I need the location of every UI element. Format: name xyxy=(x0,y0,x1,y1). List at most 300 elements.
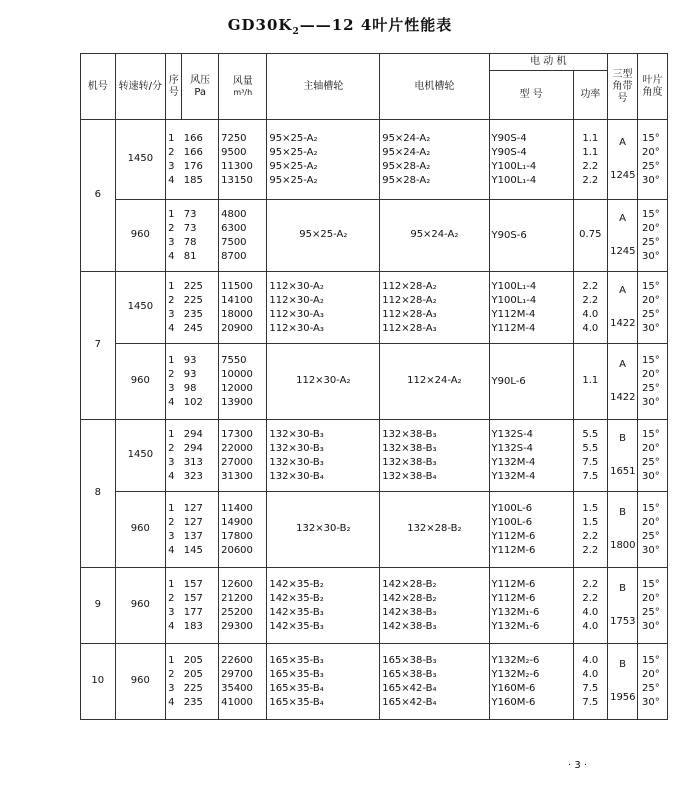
main-pulley-cell-value: 95×25-A₂ xyxy=(269,174,318,186)
blade-angle-cell-value: 30° xyxy=(642,396,660,408)
motor-type-cell-value: Y100L₁-4 xyxy=(491,294,537,306)
flow-cell xyxy=(219,644,267,720)
motor-pulley-cell xyxy=(380,200,489,272)
motor-pulley-cell-value: 95×24-A₂ xyxy=(382,132,431,144)
seq-cell-value: 3 xyxy=(168,308,175,320)
motor-power-cell-value: 0.75 xyxy=(579,229,602,241)
motor-type-cell-value: Y132M₁-6 xyxy=(491,606,540,618)
blade-angle-cell-value: 20° xyxy=(642,516,660,528)
flow-cell xyxy=(219,120,267,200)
motor-power-cell xyxy=(573,568,608,644)
belt-type: B xyxy=(619,583,626,595)
motor-pulley-cell-value: 142×28-B₂ xyxy=(382,592,437,604)
motor-type-cell-value: Y112M-4 xyxy=(491,308,536,320)
flow-cell-value: 14100 xyxy=(221,294,253,306)
flow-cell-value: 17800 xyxy=(221,530,253,542)
pressure-cell-value: 245 xyxy=(183,322,203,334)
header-flow: 风量 m³/h xyxy=(219,54,267,120)
seq-cell-value: 2 xyxy=(168,668,175,680)
motor-type-cell xyxy=(489,568,573,644)
main-pulley-cell-value: 132×30-B₃ xyxy=(269,442,324,454)
table-row xyxy=(81,120,668,200)
motor-power-cell-value: 1.5 xyxy=(582,502,599,514)
header-motor-type: 型 号 xyxy=(489,71,573,120)
pressure-cell xyxy=(182,644,219,720)
pressure-cell xyxy=(182,492,219,568)
motor-type-cell-value: Y90S-4 xyxy=(491,146,527,158)
motor-power-cell-value: 2.2 xyxy=(582,544,599,556)
blade-angle-cell-value: 30° xyxy=(642,544,660,556)
belt-length: 1422 xyxy=(610,317,636,329)
motor-power-cell xyxy=(573,644,608,720)
pressure-cell-value: 73 xyxy=(183,222,197,234)
motor-type-cell-value: Y90S-4 xyxy=(491,132,527,144)
speed-cell: 1450 xyxy=(115,420,166,492)
belt-length: 1245 xyxy=(610,245,636,257)
table-row xyxy=(81,344,668,420)
seq-cell-value: 2 xyxy=(168,442,175,454)
header-blade-angle: 叶片角度 xyxy=(638,54,668,120)
main-pulley-cell-value: 112×30-A₃ xyxy=(269,308,324,320)
motor-power-cell-value: 2.2 xyxy=(582,530,599,542)
blade-angle-cell-value: 25° xyxy=(642,236,660,248)
flow-cell-value: 14900 xyxy=(221,516,253,528)
flow-cell-value: 29300 xyxy=(221,620,253,632)
flow-cell-value: 7250 xyxy=(221,132,247,144)
pressure-cell-value: 235 xyxy=(183,696,203,708)
motor-pulley-cell xyxy=(380,568,489,644)
pressure-cell-value: 93 xyxy=(183,354,197,366)
blade-angle-cell-value: 15° xyxy=(642,578,660,590)
motor-type-cell-value: Y132S-4 xyxy=(491,442,534,454)
model-cell: 10 xyxy=(81,644,116,720)
pressure-cell-value: 157 xyxy=(183,578,203,590)
pressure-cell-value: 225 xyxy=(183,682,203,694)
pressure-cell-value: 235 xyxy=(183,308,203,320)
motor-type-cell-value: Y160M-6 xyxy=(491,682,536,694)
main-pulley-cell-value: 142×35-B₂ xyxy=(269,578,324,590)
header-seq: 序号 xyxy=(166,54,182,120)
motor-type-cell xyxy=(489,344,573,420)
pressure-cell-value: 205 xyxy=(183,654,203,666)
pressure-cell-value: 177 xyxy=(183,606,203,618)
blade-angle-cell xyxy=(638,492,668,568)
blade-angle-cell-value: 25° xyxy=(642,606,660,618)
main-pulley-cell-value: 112×30-A₂ xyxy=(296,375,351,387)
main-pulley-cell-value: 142×35-B₂ xyxy=(269,592,324,604)
motor-power-cell-value: 1.1 xyxy=(582,375,599,387)
belt-cell xyxy=(608,420,638,492)
motor-type-cell-value: Y90S-6 xyxy=(491,229,527,241)
main-pulley-cell-value: 132×30-B₃ xyxy=(269,456,324,468)
motor-pulley-cell-value: 165×42-B₄ xyxy=(382,696,437,708)
speed-cell: 960 xyxy=(115,492,166,568)
pressure-cell-value: 225 xyxy=(183,294,203,306)
flow-cell-value: 13150 xyxy=(221,174,253,186)
seq-cell-value: 3 xyxy=(168,160,175,172)
motor-type-cell-value: Y100L₁-4 xyxy=(491,280,537,292)
motor-pulley-cell xyxy=(380,644,489,720)
pressure-cell-value: 98 xyxy=(183,382,197,394)
seq-cell xyxy=(166,120,182,200)
flow-cell-value: 8700 xyxy=(221,250,247,262)
flow-cell-value: 29700 xyxy=(221,668,253,680)
header-motor-pulley: 电机槽轮 xyxy=(380,54,489,120)
flow-cell-value: 25200 xyxy=(221,606,253,618)
flow-cell-value: 21200 xyxy=(221,592,253,604)
seq-cell-value: 4 xyxy=(168,696,175,708)
blade-angle-cell-value: 30° xyxy=(642,322,660,334)
performance-table xyxy=(80,53,668,720)
blade-angle-cell xyxy=(638,272,668,344)
seq-cell-value: 2 xyxy=(168,516,175,528)
motor-power-cell-value: 7.5 xyxy=(582,696,599,708)
header-belt: 三型角带号 xyxy=(608,54,638,120)
flow-cell xyxy=(219,492,267,568)
model-cell: 6 xyxy=(81,120,116,272)
flow-cell-value: 41000 xyxy=(221,696,253,708)
motor-type-cell-value: Y100L-6 xyxy=(491,502,533,514)
belt-cell xyxy=(608,200,638,272)
main-pulley-cell-value: 132×30-B₂ xyxy=(296,523,351,535)
motor-power-cell-value: 4.0 xyxy=(582,606,599,618)
belt-type: A xyxy=(619,213,626,225)
motor-pulley-cell-value: 112×24-A₂ xyxy=(407,375,462,387)
pressure-cell-value: 145 xyxy=(183,544,203,556)
motor-type-cell-value: Y132M-4 xyxy=(491,456,536,468)
seq-cell xyxy=(166,492,182,568)
pressure-cell-value: 294 xyxy=(183,428,203,440)
motor-power-cell-value: 4.0 xyxy=(582,654,599,666)
model-cell: 9 xyxy=(81,568,116,644)
seq-cell-value: 4 xyxy=(168,396,175,408)
motor-pulley-cell xyxy=(380,492,489,568)
blade-angle-cell-value: 25° xyxy=(642,530,660,542)
motor-power-cell xyxy=(573,420,608,492)
motor-pulley-cell-value: 95×28-A₂ xyxy=(382,174,431,186)
pressure-cell xyxy=(182,344,219,420)
table-row xyxy=(81,272,668,344)
belt-cell xyxy=(608,492,638,568)
flow-cell-value: 7550 xyxy=(221,354,247,366)
belt-cell xyxy=(608,272,638,344)
pressure-cell-value: 78 xyxy=(183,236,197,248)
belt-length: 1956 xyxy=(610,691,636,703)
belt-length: 1422 xyxy=(610,391,636,403)
flow-cell-value: 4800 xyxy=(221,208,247,220)
flow-cell-value: 11400 xyxy=(221,502,253,514)
motor-type-cell xyxy=(489,272,573,344)
seq-cell-value: 1 xyxy=(168,280,175,292)
pressure-cell-value: 102 xyxy=(183,396,203,408)
motor-pulley-cell-value: 132×38-B₃ xyxy=(382,428,437,440)
blade-angle-cell-value: 30° xyxy=(642,696,660,708)
blade-angle-cell-value: 25° xyxy=(642,382,660,394)
belt-cell xyxy=(608,344,638,420)
blade-angle-cell-value: 25° xyxy=(642,456,660,468)
pressure-cell-value: 313 xyxy=(183,456,203,468)
belt-type: B xyxy=(619,659,626,671)
flow-cell-value: 27000 xyxy=(221,456,253,468)
motor-power-cell-value: 7.5 xyxy=(582,456,599,468)
motor-pulley-cell-value: 165×42-B₄ xyxy=(382,682,437,694)
motor-type-cell-value: Y132M₁-6 xyxy=(491,620,540,632)
main-pulley-cell-value: 112×30-A₂ xyxy=(269,294,324,306)
page-number: · 3 · xyxy=(568,760,588,771)
main-pulley-cell-value: 165×35-B₃ xyxy=(269,668,324,680)
motor-pulley-cell-value: 132×38-B₃ xyxy=(382,442,437,454)
speed-cell: 960 xyxy=(115,644,166,720)
motor-power-cell-value: 4.0 xyxy=(582,322,599,334)
seq-cell-value: 2 xyxy=(168,146,175,158)
motor-pulley-cell-value: 112×28-A₃ xyxy=(382,308,437,320)
blade-angle-cell-value: 30° xyxy=(642,174,660,186)
seq-cell-value: 4 xyxy=(168,174,175,186)
motor-power-cell-value: 2.2 xyxy=(582,592,599,604)
motor-power-cell-value: 4.0 xyxy=(582,308,599,320)
seq-cell-value: 4 xyxy=(168,322,175,334)
flow-cell-value: 22000 xyxy=(221,442,253,454)
pressure-cell-value: 127 xyxy=(183,516,203,528)
seq-cell-value: 4 xyxy=(168,544,175,556)
blade-angle-cell-value: 30° xyxy=(642,620,660,632)
seq-cell-value: 1 xyxy=(168,354,175,366)
motor-power-cell-value: 2.2 xyxy=(582,160,599,172)
table-row xyxy=(81,644,668,720)
seq-cell-value: 3 xyxy=(168,456,175,468)
seq-cell-value: 2 xyxy=(168,222,175,234)
belt-cell xyxy=(608,644,638,720)
motor-power-cell-value: 5.5 xyxy=(582,442,599,454)
motor-pulley-cell-value: 112×28-A₂ xyxy=(382,294,437,306)
flow-cell-value: 11500 xyxy=(221,280,253,292)
motor-pulley-cell xyxy=(380,420,489,492)
main-pulley-cell xyxy=(267,120,380,200)
belt-cell xyxy=(608,568,638,644)
flow-cell xyxy=(219,568,267,644)
header-speed: 转速转/分 xyxy=(115,54,166,120)
belt-cell xyxy=(608,120,638,200)
motor-power-cell-value: 2.2 xyxy=(582,280,599,292)
motor-power-cell-value: 4.0 xyxy=(582,668,599,680)
motor-power-cell-value: 2.2 xyxy=(582,294,599,306)
blade-angle-cell-value: 20° xyxy=(642,146,660,158)
pressure-cell-value: 185 xyxy=(183,174,203,186)
flow-cell xyxy=(219,272,267,344)
motor-type-cell-value: Y100L-6 xyxy=(491,516,533,528)
model-cell: 7 xyxy=(81,272,116,420)
motor-pulley-cell-value: 165×38-B₃ xyxy=(382,668,437,680)
main-pulley-cell-value: 142×35-B₃ xyxy=(269,620,324,632)
motor-type-cell-value: Y132M-4 xyxy=(491,470,536,482)
blade-angle-cell xyxy=(638,644,668,720)
motor-power-cell xyxy=(573,120,608,200)
blade-angle-cell-value: 25° xyxy=(642,682,660,694)
seq-cell-value: 3 xyxy=(168,606,175,618)
main-pulley-cell-value: 132×30-B₄ xyxy=(269,470,324,482)
blade-angle-cell-value: 15° xyxy=(642,502,660,514)
flow-cell-value: 9500 xyxy=(221,146,247,158)
model-cell: 8 xyxy=(81,420,116,568)
pressure-cell xyxy=(182,420,219,492)
blade-angle-cell-value: 20° xyxy=(642,668,660,680)
main-pulley-cell-value: 165×35-B₄ xyxy=(269,696,324,708)
motor-pulley-cell-value: 95×24-A₂ xyxy=(382,146,431,158)
table-body xyxy=(81,120,668,720)
motor-type-cell-value: Y132M₂-6 xyxy=(491,668,540,680)
motor-type-cell xyxy=(489,200,573,272)
main-pulley-cell-value: 165×35-B₄ xyxy=(269,682,324,694)
header-model: 机号 xyxy=(81,54,116,120)
flow-cell-value: 6300 xyxy=(221,222,247,234)
main-pulley-cell-value: 165×35-B₃ xyxy=(269,654,324,666)
main-pulley-cell-value: 95×25-A₂ xyxy=(269,160,318,172)
flow-cell-value: 20900 xyxy=(221,322,253,334)
table-row xyxy=(81,492,668,568)
flow-cell-value: 11300 xyxy=(221,160,253,172)
blade-angle-cell-value: 20° xyxy=(642,222,660,234)
seq-cell-value: 1 xyxy=(168,502,175,514)
motor-pulley-cell xyxy=(380,272,489,344)
pressure-cell xyxy=(182,568,219,644)
motor-pulley-cell-value: 132×28-B₂ xyxy=(407,523,462,535)
main-pulley-cell-value: 142×35-B₃ xyxy=(269,606,324,618)
motor-type-cell-value: Y100L₁-4 xyxy=(491,160,537,172)
speed-cell: 960 xyxy=(115,200,166,272)
belt-type: B xyxy=(619,433,626,445)
pressure-cell xyxy=(182,200,219,272)
page-title: $GD30K_2——12$ 4叶片性能表 xyxy=(227,16,453,37)
motor-type-cell xyxy=(489,492,573,568)
seq-cell-value: 3 xyxy=(168,236,175,248)
main-pulley-cell-value: 112×30-A₂ xyxy=(269,280,324,292)
seq-cell-value: 1 xyxy=(168,578,175,590)
pressure-cell-value: 323 xyxy=(183,470,203,482)
seq-cell-value: 3 xyxy=(168,530,175,542)
seq-cell-value: 2 xyxy=(168,294,175,306)
main-pulley-cell-value: 95×25-A₂ xyxy=(269,146,318,158)
blade-angle-cell-value: 15° xyxy=(642,654,660,666)
motor-pulley-cell-value: 142×38-B₃ xyxy=(382,620,437,632)
flow-cell xyxy=(219,344,267,420)
flow-cell-value: 7500 xyxy=(221,236,247,248)
motor-power-cell-value: 5.5 xyxy=(582,428,599,440)
pressure-cell-value: 73 xyxy=(183,208,197,220)
motor-power-cell-value: 4.0 xyxy=(582,620,599,632)
speed-cell: 1450 xyxy=(115,272,166,344)
seq-cell-value: 1 xyxy=(168,208,175,220)
main-pulley-cell-value: 112×30-A₃ xyxy=(269,322,324,334)
main-pulley-cell-value: 132×30-B₃ xyxy=(269,428,324,440)
pressure-cell-value: 157 xyxy=(183,592,203,604)
belt-type: B xyxy=(619,507,626,519)
blade-angle-cell-value: 20° xyxy=(642,294,660,306)
motor-type-cell-value: Y112M-6 xyxy=(491,530,536,542)
motor-type-cell xyxy=(489,420,573,492)
blade-angle-cell-value: 15° xyxy=(642,428,660,440)
blade-angle-cell-value: 20° xyxy=(642,442,660,454)
motor-type-cell-value: Y112M-6 xyxy=(491,578,536,590)
belt-length: 1245 xyxy=(610,169,636,181)
flow-cell xyxy=(219,420,267,492)
motor-pulley-cell-value: 142×38-B₃ xyxy=(382,606,437,618)
pressure-cell-value: 81 xyxy=(183,250,197,262)
motor-type-cell xyxy=(489,120,573,200)
pressure-cell-value: 127 xyxy=(183,502,203,514)
seq-cell-value: 3 xyxy=(168,682,175,694)
motor-power-cell-value: 1.1 xyxy=(582,146,599,158)
seq-cell-value: 1 xyxy=(168,428,175,440)
motor-pulley-cell-value: 132×38-B₄ xyxy=(382,470,437,482)
blade-angle-cell-value: 25° xyxy=(642,308,660,320)
blade-angle-cell xyxy=(638,200,668,272)
blade-angle-cell-value: 30° xyxy=(642,470,660,482)
seq-cell-value: 4 xyxy=(168,250,175,262)
blade-angle-cell xyxy=(638,568,668,644)
seq-cell xyxy=(166,200,182,272)
main-pulley-cell xyxy=(267,492,380,568)
table-row xyxy=(81,200,668,272)
blade-angle-cell-value: 15° xyxy=(642,132,660,144)
header-motor: 电 动 机 xyxy=(489,54,608,71)
main-pulley-cell xyxy=(267,344,380,420)
motor-power-cell-value: 2.2 xyxy=(582,174,599,186)
pressure-cell-value: 176 xyxy=(183,160,203,172)
seq-cell xyxy=(166,272,182,344)
motor-power-cell-value: 7.5 xyxy=(582,682,599,694)
seq-cell-value: 4 xyxy=(168,620,175,632)
flow-cell-value: 17300 xyxy=(221,428,253,440)
belt-length: 1753 xyxy=(610,615,636,627)
motor-power-cell xyxy=(573,492,608,568)
seq-cell xyxy=(166,644,182,720)
pressure-cell-value: 225 xyxy=(183,280,203,292)
motor-pulley-cell-value: 132×38-B₃ xyxy=(382,456,437,468)
motor-power-cell xyxy=(573,200,608,272)
main-pulley-cell xyxy=(267,568,380,644)
motor-pulley-cell xyxy=(380,344,489,420)
speed-cell: 1450 xyxy=(115,120,166,200)
blade-angle-cell-value: 15° xyxy=(642,280,660,292)
flow-cell-value: 12000 xyxy=(221,382,253,394)
motor-type-cell-value: Y132S-4 xyxy=(491,428,534,440)
motor-power-cell-value: 7.5 xyxy=(582,470,599,482)
main-pulley-cell xyxy=(267,644,380,720)
motor-pulley-cell-value: 95×24-A₂ xyxy=(410,229,459,241)
belt-type: A xyxy=(619,359,626,371)
flow-cell-value: 31300 xyxy=(221,470,253,482)
seq-cell xyxy=(166,568,182,644)
motor-type-cell-value: Y100L₁-4 xyxy=(491,174,537,186)
pressure-cell-value: 93 xyxy=(183,368,197,380)
belt-type: A xyxy=(619,137,626,149)
blade-angle-cell xyxy=(638,420,668,492)
motor-type-cell-value: Y112M-6 xyxy=(491,592,536,604)
speed-cell: 960 xyxy=(115,344,166,420)
seq-cell-value: 2 xyxy=(168,592,175,604)
seq-cell-value: 1 xyxy=(168,654,175,666)
blade-angle-cell xyxy=(638,120,668,200)
main-pulley-cell xyxy=(267,272,380,344)
seq-cell-value: 1 xyxy=(168,132,175,144)
header-pressure: 风压 Pa xyxy=(182,54,219,120)
flow-cell-value: 10000 xyxy=(221,368,253,380)
blade-angle-cell-value: 20° xyxy=(642,592,660,604)
pressure-cell-value: 183 xyxy=(183,620,203,632)
pressure-cell-value: 294 xyxy=(183,442,203,454)
motor-power-cell-value: 1.1 xyxy=(582,132,599,144)
pressure-cell xyxy=(182,120,219,200)
